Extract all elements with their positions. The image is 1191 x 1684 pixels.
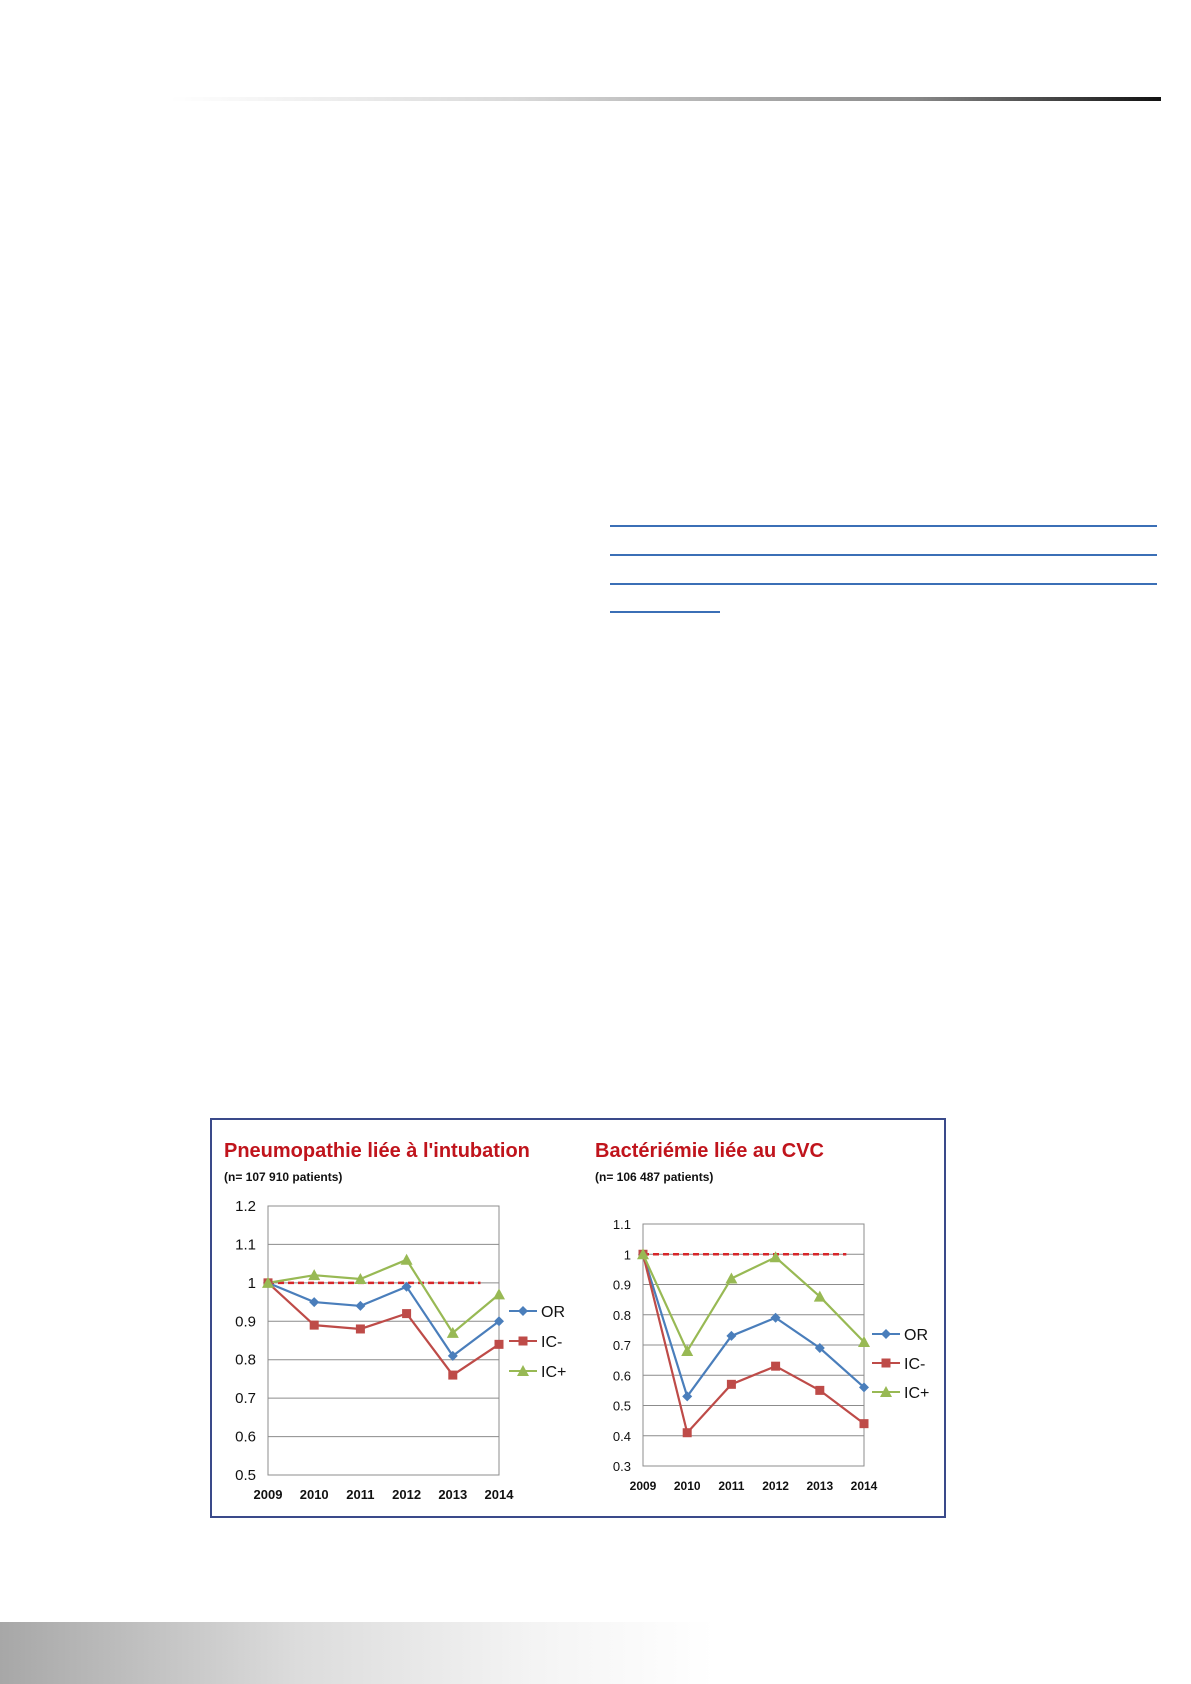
left-legend-label: OR — [541, 1304, 565, 1321]
right-y-tick-label: 0.3 — [612, 1459, 631, 1474]
right-legend-marker-OR — [881, 1329, 891, 1339]
right-point-IC- — [815, 1386, 824, 1395]
left-x-tick-label: 2013 — [438, 1487, 468, 1502]
link-underline-2 — [610, 554, 1157, 556]
left-y-tick-label: 0.5 — [235, 1467, 256, 1484]
right-point-IC- — [727, 1380, 736, 1389]
left-y-tick-label: 1.2 — [235, 1198, 256, 1215]
right-x-tick-label: 2009 — [629, 1479, 657, 1493]
right-x-tick-label: 2012 — [762, 1479, 789, 1493]
right-point-IC+ — [681, 1345, 693, 1356]
right-y-tick-label: 1 — [623, 1247, 631, 1263]
right-point-IC- — [860, 1419, 869, 1428]
figure-frame — [210, 1118, 946, 1518]
right-legend-marker-IC- — [882, 1359, 891, 1368]
right-y-tick-label: 0.7 — [612, 1338, 631, 1353]
chart-right — [212, 1120, 944, 1516]
right-point-IC+ — [770, 1251, 782, 1262]
right-x-tick-label: 2011 — [718, 1479, 745, 1493]
right-point-IC- — [683, 1428, 692, 1437]
chart-subtitle-right: (n= 106 487 patients) — [595, 1170, 714, 1184]
chart-title-right: Bactériémie liée au CVC — [595, 1140, 824, 1162]
right-y-tick-label: 0.9 — [612, 1277, 631, 1293]
right-x-tick-label: 2014 — [850, 1479, 878, 1493]
chart-title-left: Pneumopathie liée à l'intubation — [224, 1140, 530, 1162]
header-rule — [170, 97, 1161, 101]
left-x-tick-label: 2012 — [392, 1487, 422, 1502]
right-point-IC- — [771, 1362, 780, 1371]
link-underline-4 — [610, 611, 720, 613]
link-underline-3 — [610, 583, 1157, 585]
right-y-tick-label: 0.8 — [612, 1307, 631, 1323]
right-series-line-IC+ — [643, 1254, 864, 1351]
link-underline-1 — [610, 525, 1157, 527]
left-y-tick-label: 0.6 — [235, 1428, 256, 1446]
left-y-tick-label: 1.1 — [235, 1236, 256, 1254]
right-y-tick-label: 0.6 — [612, 1368, 631, 1384]
left-x-tick-label: 2009 — [253, 1487, 283, 1502]
right-y-tick-label: 0.4 — [612, 1428, 631, 1444]
right-legend-label: IC- — [904, 1356, 926, 1373]
right-x-tick-label: 2013 — [806, 1479, 834, 1493]
chart-subtitle-left: (n= 107 910 patients) — [224, 1170, 343, 1184]
left-legend-label: IC+ — [541, 1364, 567, 1381]
right-y-tick-label: 0.5 — [612, 1398, 631, 1414]
left-y-tick-label: 0.8 — [235, 1351, 256, 1369]
right-y-tick-label: 1.1 — [612, 1217, 631, 1232]
right-x-tick-label: 2010 — [673, 1479, 701, 1493]
right-legend-label: OR — [904, 1327, 928, 1344]
right-point-IC+ — [725, 1272, 737, 1283]
left-x-tick-label: 2014 — [484, 1487, 514, 1502]
right-legend-label: IC+ — [904, 1385, 930, 1402]
left-legend-label: IC- — [541, 1334, 563, 1351]
left-y-tick-label: 0.9 — [235, 1313, 256, 1331]
left-x-tick-label: 2011 — [346, 1487, 375, 1502]
footer-band — [0, 1622, 1191, 1684]
left-y-tick-label: 0.7 — [235, 1390, 256, 1408]
left-x-tick-label: 2010 — [299, 1487, 329, 1502]
left-y-tick-label: 1 — [247, 1274, 256, 1292]
